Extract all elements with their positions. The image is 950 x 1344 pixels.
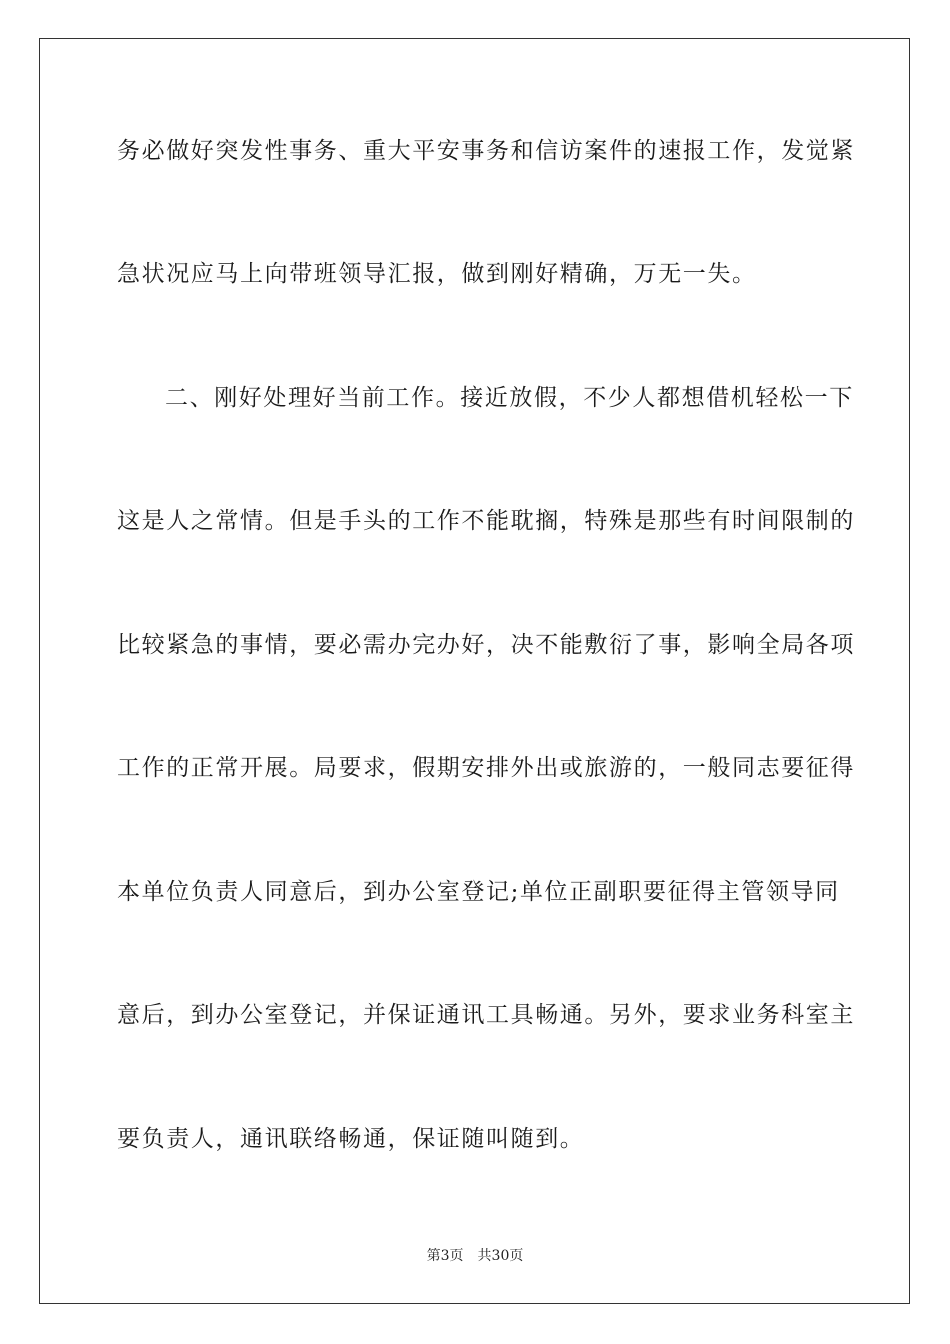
page-total: 共30页 xyxy=(477,1248,524,1264)
text-line: 意后，到办公室登记，并保证通讯工具畅通。另外，要求业务科室主 xyxy=(117,1002,855,1028)
text-line: 工作的正常开展。局要求，假期安排外出或旅游的，一般同志要征得 xyxy=(117,755,855,781)
page-number: 第3页 xyxy=(426,1248,464,1264)
text-line: 务必做好突发性事务、重大平安事务和信访案件的速报工作，发觉紧 xyxy=(117,138,855,164)
text-line: 这是人之常情。但是手头的工作不能耽搁，特殊是那些有时间限制的 xyxy=(117,508,855,534)
text-line: 二、刚好处理好当前工作。接近放假，不少人都想借机轻松一下 xyxy=(165,385,854,411)
text-line: 急状况应马上向带班领导汇报，做到刚好精确，万无一失。 xyxy=(117,261,757,287)
page-border xyxy=(39,38,910,1304)
text-line: 本单位负责人同意后，到办公室登记;单位正副职要征得主管领导同 xyxy=(117,879,840,905)
page-footer xyxy=(0,1247,950,1265)
text-line: 要负责人，通讯联络畅通，保证随叫随到。 xyxy=(117,1126,585,1152)
text-line: 比较紧急的事情，要必需办完办好，决不能敷衍了事，影响全局各项 xyxy=(117,632,855,658)
